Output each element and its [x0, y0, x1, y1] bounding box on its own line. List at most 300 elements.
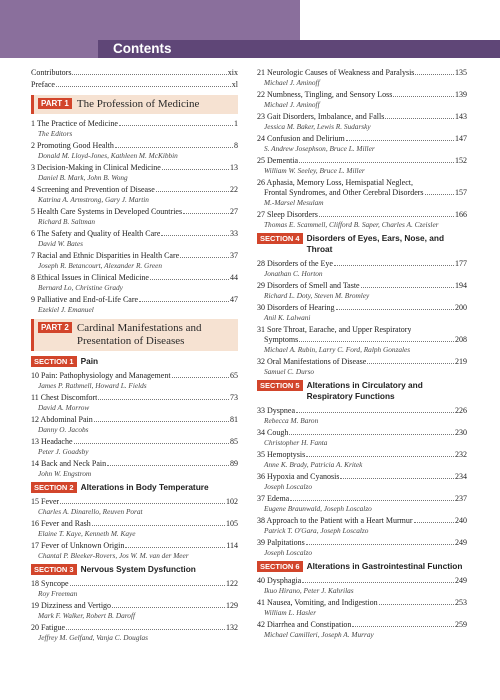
toc-entry[interactable]	[257, 210, 467, 229]
part-heading	[31, 319, 238, 351]
section-heading	[31, 356, 238, 367]
page-number: 81	[230, 415, 238, 424]
toc-entry-title: 34 Cough	[257, 428, 289, 437]
section-number-badge: SECTION 1	[31, 356, 77, 367]
leader-dots	[98, 399, 229, 400]
toc-entry-authors: David A. Morrow	[38, 403, 90, 412]
toc-entry-title: 30 Disorders of Hearing	[257, 303, 335, 312]
leader-dots	[340, 478, 454, 479]
toc-entry-authors: Joseph Loscalzo	[264, 548, 313, 557]
toc-entry[interactable]	[257, 598, 467, 617]
toc-entry[interactable]	[31, 141, 238, 160]
leader-dots	[393, 96, 454, 97]
toc-entry-title: 27 Sleep Disorders	[257, 210, 318, 219]
page-number: 219	[455, 357, 467, 366]
toc-entry-authors: Michael J. Aminoff	[264, 78, 320, 87]
toc-entry-title: 4 Screening and Prevention of Disease	[31, 185, 155, 194]
toc-entry-authors: Michael J. Aminoff	[264, 100, 320, 109]
toc-entry-title: 20 Fatigue	[31, 623, 65, 632]
toc-entry-line	[31, 185, 238, 195]
toc-entry-line	[257, 281, 467, 291]
toc-entry-title: 31 Sore Throat, Earache, and Upper Respiratory	[257, 325, 412, 334]
page-number: 152	[455, 156, 467, 165]
toc-entry-line	[31, 579, 238, 589]
toc-entry[interactable]	[31, 163, 238, 182]
toc-entry-title: 36 Hypoxia and Cyanosis	[257, 472, 340, 481]
toc-entry-authors: Danny O. Jacobs	[38, 425, 89, 434]
page-number: 13	[230, 163, 238, 172]
leader-dots	[66, 629, 225, 630]
toc-entry-line	[31, 519, 238, 529]
toc-entry-title: 23 Gait Disorders, Imbalance, and Falls	[257, 112, 385, 121]
page-number: 226	[455, 406, 467, 415]
leader-dots	[319, 216, 454, 217]
toc-entry[interactable]	[257, 112, 467, 131]
leader-dots	[290, 500, 454, 501]
toc-entry-line	[31, 541, 238, 551]
entry-list	[31, 579, 238, 642]
section-number-badge: SECTION 3	[31, 564, 77, 575]
header	[0, 0, 500, 64]
toc-entry-authors: Bernard Lo, Christine Grady	[38, 283, 123, 292]
page-number: 8	[234, 141, 238, 150]
entry-list	[31, 497, 238, 560]
leader-dots	[115, 147, 233, 148]
leader-dots	[302, 582, 454, 583]
toc-entry[interactable]	[31, 601, 238, 620]
toc-entry-title: 8 Ethical Issues in Clinical Medicine	[31, 273, 149, 282]
toc-entry-title: 25 Dementia	[257, 156, 299, 165]
toc-entry-authors: Katrina A. Armstrong, Gary J. Martin	[38, 195, 149, 204]
toc-entry-line	[257, 516, 467, 526]
toc-entry[interactable]	[31, 273, 238, 292]
toc-entry-line	[257, 259, 467, 269]
toc-entry-authors: Roy Freeman	[38, 589, 78, 598]
toc-entry-line	[31, 295, 238, 305]
toc-entry-authors: Anne K. Brady, Patricia A. Kritek	[264, 460, 363, 469]
section-number-badge: SECTION 6	[257, 561, 303, 572]
toc-entry-authors: Michael Camilleri, Joseph A. Murray	[264, 630, 374, 639]
toc-entry-title: 26 Aphasia, Memory Loss, Hemispatial Neglect,	[257, 178, 413, 187]
toc-entry[interactable]	[257, 134, 467, 153]
page-number: 27	[230, 207, 238, 216]
toc-entry[interactable]	[31, 519, 238, 538]
toc-entry-line	[31, 393, 238, 403]
page-number: 237	[455, 494, 467, 503]
toc-entry-authors: Chantal P. Bleeker-Rovers, Jos W. M. van der Meer	[38, 551, 189, 560]
leader-dots	[125, 547, 225, 548]
page-number: 65	[230, 371, 238, 380]
toc-entry-line	[257, 335, 467, 345]
page-number: 139	[455, 90, 467, 99]
entry-list	[257, 68, 467, 229]
toc-entry-line	[31, 163, 238, 173]
leader-dots	[156, 191, 229, 192]
toc-entry-title: 37 Edema	[257, 494, 290, 503]
toc-entry-line	[31, 437, 238, 447]
toc-entry-authors: Jessica M. Baker, Lewis R. Sudarsky	[264, 122, 371, 131]
section-title: Alterations in Gastrointestinal Function	[306, 561, 463, 571]
page-number: 73	[230, 393, 238, 402]
part-title: Cardinal Manifestations and Presentation of Diseases	[76, 322, 202, 347]
toc-entry-line	[257, 68, 467, 78]
leader-dots	[289, 434, 454, 435]
toc-entry[interactable]	[257, 178, 467, 207]
part-number-badge: PART 2	[38, 322, 72, 333]
page-number: 177	[455, 259, 467, 268]
left-column	[31, 68, 238, 645]
leader-dots	[367, 363, 454, 364]
front-matter	[31, 68, 238, 90]
toc-entry-title-continued: Symptoms	[264, 335, 299, 344]
toc-entry-line	[257, 357, 467, 367]
leader-dots	[112, 607, 225, 608]
toc-entry[interactable]	[31, 437, 238, 456]
toc-entry-title: 7 Racial and Ethnic Disparities in Health Care	[31, 251, 180, 260]
right-column	[257, 68, 467, 642]
toc-entry-authors: S. Andrew Josephson, Bruce L. Miller	[264, 144, 375, 153]
page-number: xix	[227, 68, 238, 77]
section-heading	[31, 564, 238, 575]
toc-entry-line	[31, 459, 238, 469]
toc-entry-title: 12 Abdominal Pain	[31, 415, 93, 424]
toc-entry-authors: Mark F. Walker, Robert B. Daroff	[38, 611, 136, 620]
leader-dots	[119, 125, 233, 126]
toc-entry[interactable]	[257, 538, 467, 557]
toc-entry-line	[31, 601, 238, 611]
toc-entry-line	[31, 371, 238, 381]
page-number: 143	[455, 112, 467, 121]
toc-entry-authors: Richard B. Saltman	[38, 217, 96, 226]
leader-dots	[60, 503, 225, 504]
toc-entry-authors: Ezekiel J. Emanuel	[38, 305, 94, 314]
toc-entry[interactable]	[257, 620, 467, 639]
toc-entry-title: 19 Dizziness and Vertigo	[31, 601, 112, 610]
toc-entry-title: 32 Oral Manifestations of Disease	[257, 357, 367, 366]
toc-entry[interactable]	[31, 579, 238, 598]
toc-entry-title: 29 Disorders of Smell and Taste	[257, 281, 360, 290]
toc-entry[interactable]	[257, 156, 467, 175]
page-number: 194	[455, 281, 467, 290]
leader-dots	[385, 118, 454, 119]
toc-entry-title: 35 Hemoptysis	[257, 450, 306, 459]
toc-entry-line	[31, 119, 238, 129]
page-number: 37	[230, 251, 238, 260]
section-title: Pain	[80, 356, 99, 366]
toc-entry[interactable]	[257, 576, 467, 595]
toc-entry-line	[31, 141, 238, 151]
page-number: 166	[455, 210, 467, 219]
toc-entry-title: 3 Decision-Making in Clinical Medicine	[31, 163, 161, 172]
page-title: Contents	[113, 41, 172, 56]
toc-entry[interactable]	[257, 428, 467, 447]
toc-entry-title: 14 Back and Neck Pain	[31, 459, 107, 468]
toc-entry[interactable]	[257, 357, 467, 376]
leader-dots	[150, 279, 229, 280]
page-number: 105	[226, 519, 238, 528]
toc-entry[interactable]	[257, 68, 467, 87]
toc-entry-authors: Elaine T. Kaye, Kenneth M. Kaye	[38, 529, 136, 538]
toc-entry-title: 2 Promoting Good Health	[31, 141, 114, 150]
toc-entry[interactable]	[257, 281, 467, 300]
toc-entry-line	[257, 112, 467, 122]
toc-entry-title: 22 Numbness, Tingling, and Sensory Loss	[257, 90, 393, 99]
toc-entry-title: 18 Syncope	[31, 579, 69, 588]
toc-entry[interactable]	[31, 497, 238, 516]
toc-entry-line	[31, 415, 238, 425]
toc-entry-authors: Donald M. Lloyd-Jones, Kathleen M. McKibbin	[38, 151, 178, 160]
toc-entry-line	[257, 576, 467, 586]
toc-entry-title: 15 Fever	[31, 497, 60, 506]
toc-entry-authors: Richard L. Doty, Steven M. Bromley	[264, 291, 370, 300]
toc-entry[interactable]	[31, 393, 238, 412]
section-title: Nervous System Dysfunction	[80, 564, 196, 574]
leader-dots	[346, 140, 454, 141]
page-number: 259	[455, 620, 467, 629]
section-number-badge: SECTION 4	[257, 233, 303, 244]
toc-entry-line	[31, 273, 238, 283]
toc-entry-title: 5 Health Care Systems in Developed Countries	[31, 207, 183, 216]
toc-entry-line	[31, 207, 238, 217]
page-number: 253	[455, 598, 467, 607]
page-number: 157	[455, 188, 467, 197]
page-number: 230	[455, 428, 467, 437]
leader-dots	[139, 301, 229, 302]
toc-entry-authors: Christopher H. Fanta	[264, 438, 328, 447]
toc-entry-line	[257, 134, 467, 144]
toc-entry-authors: Joseph R. Betancourt, Alexander R. Green	[38, 261, 163, 270]
toc-entry-title: Preface	[31, 79, 55, 89]
toc-entry[interactable]	[257, 303, 467, 322]
page-number: 132	[226, 623, 238, 632]
toc-entry-title: 6 The Safety and Quality of Health Care	[31, 229, 161, 238]
page-number: 147	[455, 134, 467, 143]
toc-entry-title: 13 Headache	[31, 437, 73, 446]
toc-entry[interactable]	[31, 251, 238, 270]
page-number: 22	[230, 185, 238, 194]
leader-dots	[180, 257, 229, 258]
entry-list	[257, 576, 467, 639]
toc-entry-line	[257, 178, 467, 188]
page-number: 114	[226, 541, 238, 550]
toc-entry-title: 39 Palpitations	[257, 538, 305, 547]
page-number: 232	[455, 450, 467, 459]
toc-entry[interactable]	[257, 406, 467, 425]
page-number: 122	[226, 579, 238, 588]
toc-entry[interactable]	[257, 494, 467, 513]
toc-entry-authors: John W. Engstrom	[38, 469, 92, 478]
page-number: 1	[234, 119, 238, 128]
toc-entry[interactable]	[257, 450, 467, 469]
toc-entry-authors: James P. Rathmell, Howard L. Fields	[38, 381, 147, 390]
toc-entry-title: 38 Approach to the Patient with a Heart Murmur	[257, 516, 413, 525]
toc-entry-title-continued: Frontal Syndromes, and Other Cerebral Disorders	[264, 188, 424, 197]
toc-entry-line	[257, 494, 467, 504]
toc-entry-authors: The Editors	[38, 129, 73, 138]
page-number: xl	[231, 79, 238, 89]
leader-dots	[334, 265, 454, 266]
entry-list	[31, 119, 238, 314]
leader-dots	[74, 443, 229, 444]
page-number: 135	[455, 68, 467, 77]
leader-dots	[299, 341, 454, 342]
page-number: 129	[226, 601, 238, 610]
toc-entry-contributors[interactable]	[31, 68, 238, 79]
toc-entry-title: 1 The Practice of Medicine	[31, 119, 118, 128]
leader-dots	[379, 604, 454, 605]
toc-entry-line	[257, 472, 467, 482]
toc-entry-title: 16 Fever and Rash	[31, 519, 91, 528]
toc-entry-title: 24 Confusion and Delirium	[257, 134, 345, 143]
toc-entry[interactable]	[31, 207, 238, 226]
section-heading	[257, 233, 467, 255]
toc-entry-line	[257, 188, 467, 198]
toc-entry-authors: Charles A. Dinarello, Reuven Porat	[38, 507, 143, 516]
page-number: 47	[230, 295, 238, 304]
toc-entry-title: 11 Chest Discomfort	[31, 393, 98, 402]
toc-entry-line	[31, 251, 238, 261]
section-number-badge: SECTION 2	[31, 482, 77, 493]
leader-dots	[336, 309, 454, 310]
toc-entry-line	[31, 623, 238, 633]
leader-dots	[161, 235, 229, 236]
page-number: 33	[230, 229, 238, 238]
leader-dots	[296, 412, 454, 413]
toc-entry[interactable]	[31, 623, 238, 642]
section-title: Disorders of Eyes, Ears, Nose, and Throat	[306, 233, 445, 254]
toc-entry-title: 21 Neurologic Causes of Weakness and Paralysis	[257, 68, 415, 77]
section-heading	[257, 380, 467, 402]
toc-entry-line	[257, 90, 467, 100]
toc-entry-line	[257, 428, 467, 438]
part-number-badge: PART 1	[38, 98, 72, 109]
toc-entry-authors: Rebecca M. Baron	[264, 416, 319, 425]
toc-entry[interactable]	[31, 229, 238, 248]
toc-entry[interactable]	[31, 185, 238, 204]
toc-entry[interactable]	[31, 415, 238, 434]
toc-entry-title: 28 Disorders of the Eye	[257, 259, 333, 268]
toc-entry-authors: Anil K. Lalwani	[264, 313, 311, 322]
toc-entry-line	[257, 538, 467, 548]
leader-dots	[352, 626, 454, 627]
leader-dots	[70, 585, 225, 586]
toc-entry-authors: Samuel C. Durso	[264, 367, 315, 376]
toc-entry-line	[257, 450, 467, 460]
entry-list	[257, 259, 467, 376]
entry-list	[257, 406, 467, 557]
toc-entry-line	[257, 303, 467, 313]
toc-entry-title: 33 Dyspnea	[257, 406, 295, 415]
section-number-badge: SECTION 5	[257, 380, 303, 391]
toc-entry-title: 42 Diarrhea and Constipation	[257, 620, 352, 629]
toc-entry-title: 9 Palliative and End-of-Life Care	[31, 295, 139, 304]
toc-entry-preface[interactable]	[31, 80, 238, 91]
toc-entry[interactable]	[257, 325, 467, 354]
toc-entry-authors: Patrick T. O'Gara, Joseph Loscalzo	[264, 526, 369, 535]
toc-entry[interactable]	[31, 371, 238, 390]
toc-entry-title: Contributors	[31, 68, 72, 77]
toc-entry[interactable]	[31, 541, 238, 560]
page-number: 208	[455, 335, 467, 344]
leader-dots	[306, 456, 454, 457]
page-number: 85	[230, 437, 238, 446]
toc-entry[interactable]	[31, 459, 238, 478]
toc-entry-authors: Joseph Loscalzo	[264, 482, 313, 491]
page-number: 234	[455, 472, 467, 481]
toc-entry[interactable]	[257, 472, 467, 491]
toc-entry-title: 40 Dysphagia	[257, 576, 302, 585]
toc-entry-authors: William W. Seeley, Bruce L. Miller	[264, 166, 365, 175]
toc-entry-title: 41 Nausea, Vomiting, and Indigestion	[257, 598, 378, 607]
leader-dots	[92, 525, 225, 526]
toc-entry-authors: Peter J. Goadsby	[38, 447, 89, 456]
toc-entry-title: 10 Pain: Pathophysiology and Management	[31, 371, 171, 380]
page-number: 200	[455, 303, 467, 312]
toc-entry-authors: Michael A. Rubin, Larry C. Ford, Ralph Gonzales	[264, 345, 411, 354]
leader-dots	[425, 194, 454, 195]
toc-entry-line	[257, 156, 467, 166]
toc-entry[interactable]	[31, 119, 238, 138]
page-number: 89	[230, 459, 238, 468]
leader-dots	[414, 522, 454, 523]
toc-entry-authors: Eugene Braunwald, Joseph Loscalzo	[264, 504, 372, 513]
toc-entry-line	[257, 598, 467, 608]
page-number: 102	[226, 497, 238, 506]
leader-dots	[361, 287, 454, 288]
page-number: 249	[455, 538, 467, 547]
toc-entry-line	[31, 229, 238, 239]
toc-entry-line	[257, 620, 467, 630]
entry-list	[31, 371, 238, 478]
toc-entry[interactable]	[31, 295, 238, 314]
leader-dots	[94, 421, 229, 422]
leader-dots	[72, 74, 226, 75]
toc-entry-authors: Thomas E. Scammell, Clifford B. Saper, Charles A. Czeisler	[264, 220, 439, 229]
toc-entry-authors: M.-Marsel Mesulam	[264, 198, 324, 207]
toc-entry-line	[31, 497, 238, 507]
leader-dots	[183, 213, 229, 214]
toc-entry-line	[257, 210, 467, 220]
toc-entry[interactable]	[257, 90, 467, 109]
page-number: 240	[455, 516, 467, 525]
toc-entry-authors: Ikuo Hirano, Peter J. Kahrilas	[264, 586, 354, 595]
page-number: 44	[230, 273, 238, 282]
toc-entry-authors: Jeffrey M. Gelfand, Vanja C. Douglas	[38, 633, 148, 642]
page-number: 249	[455, 576, 467, 585]
leader-dots	[56, 86, 231, 87]
part-title: The Profession of Medicine	[76, 98, 200, 110]
part-heading	[31, 95, 238, 114]
section-heading	[31, 482, 238, 493]
leader-dots	[172, 377, 229, 378]
toc-entry-authors: William L. Hasler	[264, 608, 317, 617]
section-heading	[257, 561, 467, 572]
toc-entry[interactable]	[257, 259, 467, 278]
toc-entry[interactable]	[257, 516, 467, 535]
leader-dots	[415, 74, 454, 75]
toc-entry-title: 17 Fever of Unknown Origin	[31, 541, 125, 550]
leader-dots	[107, 465, 229, 466]
toc-entry-line	[257, 406, 467, 416]
section-title: Alterations in Circulatory and Respiratory Functions	[306, 380, 423, 401]
section-title: Alterations in Body Temperature	[80, 482, 209, 492]
leader-dots	[299, 162, 454, 163]
toc-entry-authors: Jonathan C. Horton	[264, 269, 323, 278]
toc-entry-authors: Daniel B. Mark, John B. Wong	[38, 173, 128, 182]
toc-entry-line	[257, 325, 467, 335]
leader-dots	[306, 544, 454, 545]
leader-dots	[162, 169, 229, 170]
